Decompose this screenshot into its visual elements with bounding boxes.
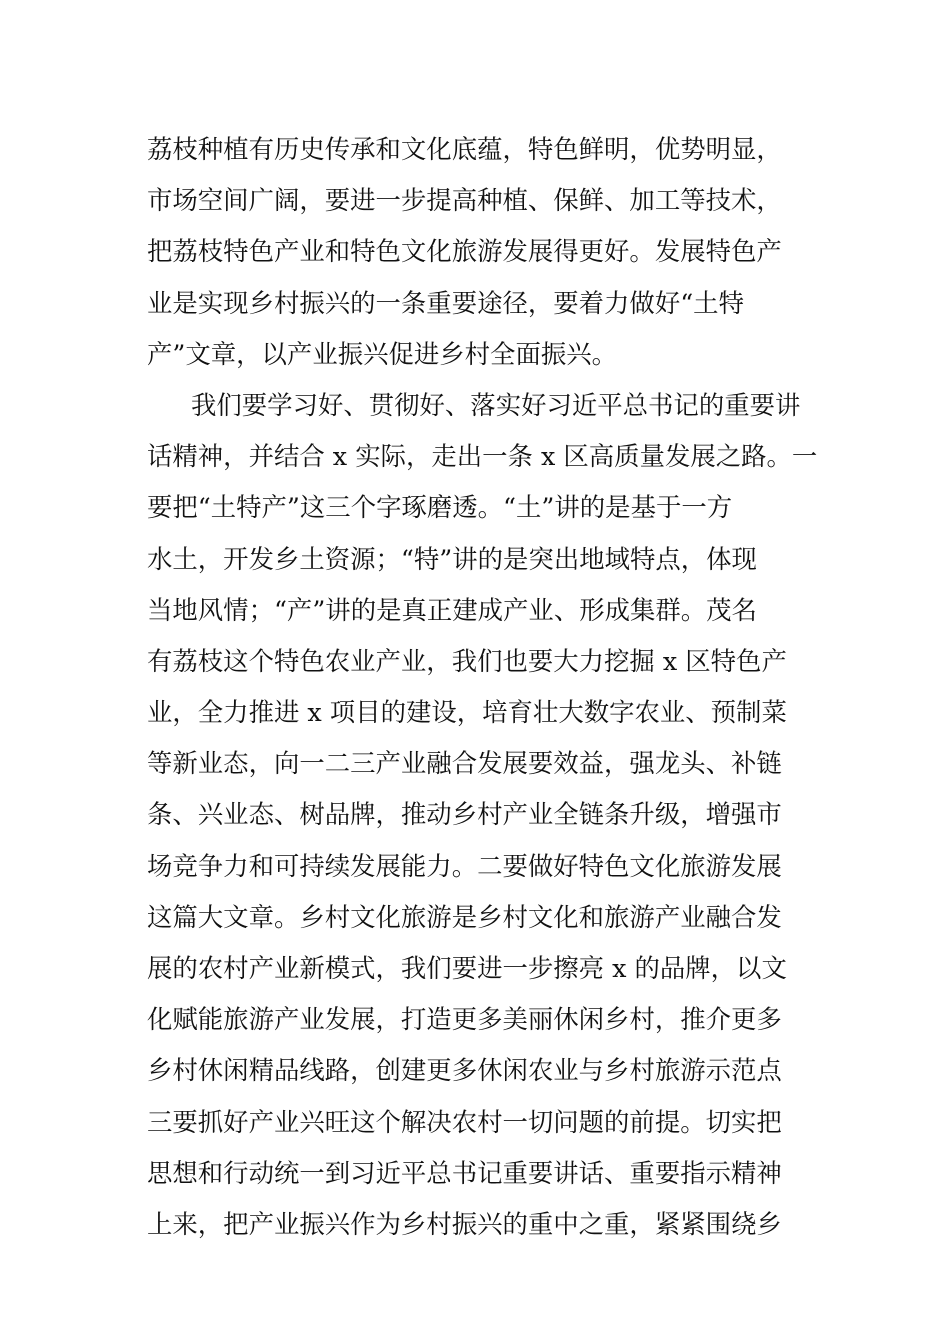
paragraph-1-line-2: 市场空间广阔，要进一步提高种植、保鲜、加工等技术，	[147, 185, 782, 216]
paragraph-2-line-11: 这篇大文章。乡村文化旅游是乡村文化和旅游产业融合发	[147, 901, 782, 932]
paragraph-1-line-1: 荔枝种植有历史传承和文化底蕴，特色鲜明，优势明显，	[147, 134, 782, 164]
paragraph-2-line-8: 等新业态，向一二三产业融合发展要效益，强龙头、补链	[147, 748, 782, 779]
paragraph-2-line-3: 要把“土特产”这三个字琢磨透。“土”讲的是基于一方	[147, 492, 733, 523]
paragraph-2-line-7: 业，全力推进 x 项目的建设，培育壮大数字农业、预制菜	[147, 697, 787, 728]
paragraph-2-line-16: 思想和行动统一到习近平总书记重要讲话、重要指示精神	[147, 1157, 782, 1188]
document-body	[147, 124, 818, 1250]
paragraph-2-line-12: 展的农村产业新模式，我们要进一步擦亮 x 的品牌，以文	[147, 953, 787, 983]
paragraph-2-line-6: 有荔枝这个特色农业产业，我们也要大力挖掘 x 区特色产	[147, 645, 787, 676]
paragraph-2-line-5: 当地风情；“产”讲的是真正建成产业、形成集群。茂名	[147, 594, 757, 625]
paragraph-1-line-4: 业是实现乡村振兴的一条重要途径，要着力做好“土特	[147, 287, 744, 318]
paragraph-1-line-5: 产”文章，以产业振兴促进乡村全面振兴。	[147, 338, 618, 369]
paragraph-2-line-17: 上来，把产业振兴作为乡村振兴的重中之重，紧紧围绕乡	[147, 1208, 782, 1239]
paragraph-1-line-3: 把荔枝特色产业和特色文化旅游发展得更好。发展特色产	[147, 236, 782, 267]
paragraph-2-line-9: 条、兴业态、树品牌，推动乡村产业全链条升级，增强市	[147, 799, 782, 830]
paragraph-2-line-1: 我们要学习好、贯彻好、落实好习近平总书记的重要讲	[191, 389, 801, 420]
paragraph-2-line-4: 水土，开发乡土资源；“特”讲的是突出地域特点，体现	[147, 543, 757, 574]
paragraph-2-line-13: 化赋能旅游产业发展，打造更多美丽休闲乡村，推介更多	[147, 1004, 782, 1035]
paragraph-2-line-15: 三要抓好产业兴旺这个解决农村一切问题的前提。切实把	[147, 1106, 782, 1137]
paragraph-2-line-10: 场竞争力和可持续发展能力。二要做好特色文化旅游发展	[147, 850, 782, 881]
paragraph-2-line-2: 话精神，并结合 x 实际，走出一条 x 区高质量发展之路。一	[147, 441, 818, 472]
paragraph-2-line-14: 乡村休闲精品线路，创建更多休闲农业与乡村旅游示范点	[147, 1055, 782, 1086]
